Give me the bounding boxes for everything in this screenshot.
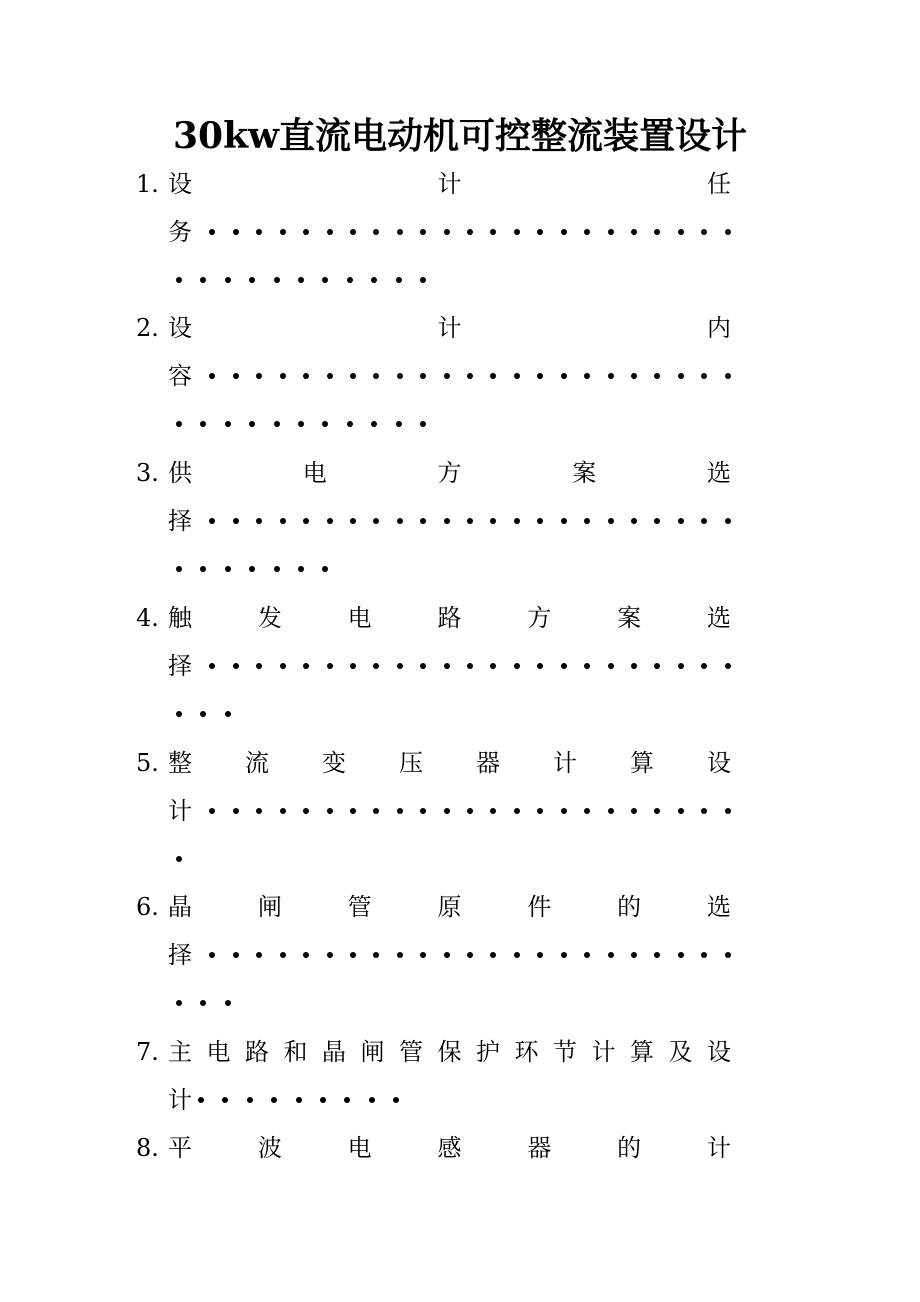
leader-dot — [209, 808, 215, 814]
leader-dot — [176, 711, 182, 717]
leader-dot — [467, 373, 473, 379]
toc-title-char: 件 — [527, 893, 552, 921]
leader-dot — [654, 952, 660, 958]
leader-dot — [209, 663, 215, 669]
leader-dot — [701, 952, 707, 958]
leader-dot — [514, 663, 520, 669]
toc-title-char: 电 — [347, 1134, 372, 1162]
toc-entry-number: 6. — [136, 893, 159, 921]
toc-title-char: 计 — [437, 314, 462, 342]
toc-title-char: 保 — [437, 1038, 462, 1066]
leader-dot — [444, 229, 450, 235]
leader-dot — [327, 518, 333, 524]
leader-dot — [678, 229, 684, 235]
toc-title-char: 内 — [707, 314, 731, 342]
leader-dot — [725, 373, 731, 379]
leader-dot — [397, 229, 403, 235]
toc-title-char: 设 — [707, 1038, 731, 1066]
leader-dot — [654, 373, 660, 379]
leader-dot — [444, 518, 450, 524]
toc-entry-title — [168, 739, 731, 787]
leader-dot — [256, 518, 262, 524]
leader-dot — [303, 373, 309, 379]
leader-dot — [249, 421, 255, 427]
leader-dot — [176, 421, 182, 427]
leader-dot — [222, 1097, 228, 1103]
toc-title-char: 主 — [168, 1038, 192, 1066]
leader-dot — [631, 808, 637, 814]
toc-entry-number: 5. — [136, 749, 159, 777]
toc-title-char: 路 — [437, 604, 462, 632]
toc-title-char: 的 — [617, 893, 642, 921]
leader-dot — [225, 566, 231, 572]
leader-dot — [537, 808, 543, 814]
leader-dot — [225, 421, 231, 427]
leader-dot — [631, 518, 637, 524]
toc-entry-number: 3. — [136, 459, 159, 487]
toc-title-char: 设 — [168, 314, 192, 342]
leader-dot — [561, 952, 567, 958]
toc-title-char: 算 — [630, 749, 654, 777]
toc-title-char: 选 — [707, 459, 731, 487]
toc-title-char: 环 — [514, 1038, 539, 1066]
toc-title-char: 及 — [668, 1038, 693, 1066]
toc-title-char: 闸 — [257, 893, 282, 921]
leader-dot — [701, 373, 707, 379]
leader-dot — [420, 518, 426, 524]
leader-dot — [397, 952, 403, 958]
leader-dot — [467, 808, 473, 814]
leader-dot — [725, 229, 731, 235]
toc-title-char: 器 — [527, 1134, 552, 1162]
leader-dot — [393, 1097, 399, 1103]
toc-entry-title — [168, 304, 731, 352]
leader-dot — [561, 518, 567, 524]
leader-dot — [584, 663, 590, 669]
leader-dot — [420, 373, 426, 379]
leader-dot — [701, 229, 707, 235]
leader-dot — [247, 1097, 253, 1103]
leader-dot — [200, 711, 206, 717]
toc-title-char: 容 — [168, 362, 192, 390]
leader-dot — [298, 277, 304, 283]
leader-dot — [631, 373, 637, 379]
leader-dot — [303, 518, 309, 524]
leader-dot — [200, 1000, 206, 1006]
leader-dot — [280, 229, 286, 235]
leader-dot — [296, 1097, 302, 1103]
leader-dot — [490, 808, 496, 814]
leader-dot — [303, 229, 309, 235]
leader-dot — [298, 421, 304, 427]
leader-dot — [701, 808, 707, 814]
leader-dot — [350, 518, 356, 524]
leader-dot — [176, 856, 182, 862]
leader-dot — [678, 952, 684, 958]
leader-dot — [608, 952, 614, 958]
leader-dot — [444, 663, 450, 669]
leader-dot — [209, 229, 215, 235]
toc-title-char: 设 — [168, 170, 192, 198]
leader-dot — [584, 373, 590, 379]
toc-title-char: 选 — [706, 893, 731, 921]
leader-dot — [514, 229, 520, 235]
leader-dot — [725, 808, 731, 814]
leader-dot — [373, 952, 379, 958]
leader-dot — [303, 952, 309, 958]
toc-title-char: 计 — [168, 797, 192, 825]
leader-dot — [561, 373, 567, 379]
leader-dot — [420, 808, 426, 814]
toc-title-char: 计 — [553, 749, 577, 777]
toc-title-char: 计 — [591, 1038, 616, 1066]
leader-dot — [490, 663, 496, 669]
leader-dot — [654, 808, 660, 814]
leader-dot — [274, 277, 280, 283]
leader-dot — [678, 518, 684, 524]
leader-dot — [209, 373, 215, 379]
leader-dot — [678, 663, 684, 669]
leader-dot — [256, 229, 262, 235]
leader-dot — [233, 373, 239, 379]
leader-dot — [256, 808, 262, 814]
toc-title-char: 原 — [437, 893, 462, 921]
leader-dot — [514, 952, 520, 958]
toc-entry-title — [168, 1124, 731, 1172]
toc-entry-number: 7. — [136, 1038, 159, 1066]
leader-dot — [514, 518, 520, 524]
leader-dot — [347, 421, 353, 427]
leader-dot — [467, 663, 473, 669]
leader-dot — [298, 566, 304, 572]
toc-title-char: 和 — [283, 1038, 308, 1066]
leader-dot — [584, 229, 590, 235]
toc-entry-title — [168, 1028, 731, 1076]
toc-title-char: 的 — [617, 1134, 642, 1162]
leader-dot — [490, 229, 496, 235]
toc-entry-title — [168, 449, 731, 497]
leader-dot — [701, 518, 707, 524]
leader-dot — [256, 952, 262, 958]
toc-title-char: 设 — [707, 749, 731, 777]
toc-title-char: 电 — [347, 604, 372, 632]
toc-title-char: 管 — [399, 1038, 423, 1066]
leader-dot — [233, 518, 239, 524]
leader-dot — [537, 518, 543, 524]
toc-title-char: 方 — [527, 604, 552, 632]
toc-title-char: 案 — [617, 604, 642, 632]
toc-title-char: 整 — [168, 749, 192, 777]
leader-dot — [584, 518, 590, 524]
leader-dot — [209, 952, 215, 958]
leader-dot — [537, 663, 543, 669]
leader-dot — [444, 808, 450, 814]
leader-dot — [200, 421, 206, 427]
leader-dot — [274, 421, 280, 427]
leader-dot — [303, 663, 309, 669]
leader-dot — [420, 421, 426, 427]
leader-dot — [397, 663, 403, 669]
toc-title-char: 平 — [168, 1134, 192, 1162]
leader-dot — [322, 277, 328, 283]
toc-title-char: 电 — [206, 1038, 231, 1066]
leader-dot — [467, 518, 473, 524]
leader-dot — [490, 373, 496, 379]
leader-dot — [198, 1097, 204, 1103]
leader-dot — [280, 518, 286, 524]
toc-title-char: 感 — [437, 1134, 462, 1162]
toc-title-char: 波 — [257, 1134, 282, 1162]
leader-dot — [397, 518, 403, 524]
leader-dot — [561, 663, 567, 669]
leader-dot — [420, 229, 426, 235]
leader-dot — [176, 277, 182, 283]
toc-entry-title — [168, 594, 731, 642]
leader-dot — [327, 808, 333, 814]
toc-entry-number: 4. — [136, 604, 159, 632]
toc-title-char: 管 — [347, 893, 372, 921]
toc-entry-number: 8. — [136, 1134, 159, 1162]
leader-dot — [373, 808, 379, 814]
toc-title-char: 变 — [322, 749, 346, 777]
leader-dot — [280, 808, 286, 814]
toc-title-char: 方 — [437, 459, 462, 487]
leader-dot — [584, 952, 590, 958]
leader-dot — [444, 373, 450, 379]
leader-dot — [209, 518, 215, 524]
leader-dot — [725, 952, 731, 958]
leader-dot — [225, 711, 231, 717]
leader-dot — [280, 373, 286, 379]
toc-title-char: 选 — [706, 604, 731, 632]
leader-dot — [396, 277, 402, 283]
leader-dot — [631, 663, 637, 669]
leader-dot — [327, 373, 333, 379]
leader-dot — [373, 373, 379, 379]
leader-dot — [350, 229, 356, 235]
leader-dot — [249, 566, 255, 572]
leader-dot — [280, 952, 286, 958]
leader-dot — [327, 663, 333, 669]
leader-dot — [631, 952, 637, 958]
leader-dot — [200, 566, 206, 572]
leader-dot — [467, 952, 473, 958]
leader-dot — [444, 952, 450, 958]
toc-title-char: 压 — [399, 749, 423, 777]
leader-dot — [561, 229, 567, 235]
leader-dot — [249, 277, 255, 283]
leader-dot — [608, 663, 614, 669]
leader-dot — [303, 808, 309, 814]
leader-dot — [280, 663, 286, 669]
toc-title-char: 计 — [437, 170, 462, 198]
leader-dot — [725, 663, 731, 669]
toc-title-char: 节 — [553, 1038, 577, 1066]
leader-dot — [654, 229, 660, 235]
leader-dot — [176, 566, 182, 572]
leader-dot — [350, 952, 356, 958]
toc-title-char: 案 — [572, 459, 597, 487]
leader-dot — [397, 808, 403, 814]
leader-dot — [271, 1097, 277, 1103]
toc-title-char: 务 — [168, 218, 192, 246]
toc-title-char: 择 — [168, 941, 192, 969]
leader-dot — [322, 566, 328, 572]
toc-title-char: 晶 — [168, 893, 192, 921]
toc-entry-title — [168, 160, 731, 208]
leader-dot — [467, 229, 473, 235]
leader-dot — [350, 663, 356, 669]
leader-dot — [225, 1000, 231, 1006]
leader-dot — [347, 277, 353, 283]
toc-title-char: 触 — [168, 604, 192, 632]
leader-dot — [256, 373, 262, 379]
toc-entry-number: 2. — [136, 314, 159, 342]
leader-dot — [327, 229, 333, 235]
leader-dot — [225, 277, 231, 283]
toc-title-char: 供 — [168, 459, 192, 487]
leader-dot — [371, 277, 377, 283]
leader-dot — [344, 1097, 350, 1103]
leader-dot — [678, 808, 684, 814]
toc-title-char: 器 — [476, 749, 500, 777]
leader-dot — [320, 1097, 326, 1103]
leader-dot — [233, 229, 239, 235]
leader-dot — [537, 229, 543, 235]
leader-dot — [561, 808, 567, 814]
toc-title-char: 择 — [168, 507, 192, 535]
leader-dot — [371, 421, 377, 427]
leader-dot — [373, 663, 379, 669]
toc-title-char: 护 — [476, 1038, 500, 1066]
leader-dot — [654, 663, 660, 669]
leader-dot — [420, 663, 426, 669]
leader-dot — [350, 808, 356, 814]
leader-dot — [233, 952, 239, 958]
toc-title-char: 任 — [707, 170, 731, 198]
leader-dot — [369, 1097, 375, 1103]
leader-dot — [396, 421, 402, 427]
leader-dot — [514, 808, 520, 814]
toc-entry-title — [168, 883, 731, 931]
toc-title-char: 计 — [706, 1134, 731, 1162]
leader-dot — [678, 373, 684, 379]
leader-dot — [373, 229, 379, 235]
leader-dot — [327, 952, 333, 958]
leader-dot — [608, 518, 614, 524]
toc-title-char: 发 — [257, 604, 282, 632]
leader-dot — [200, 277, 206, 283]
leader-dot — [490, 518, 496, 524]
leader-dot — [537, 952, 543, 958]
leader-dot — [256, 663, 262, 669]
leader-dot — [725, 518, 731, 524]
toc-entry-number: 1. — [136, 170, 159, 198]
toc-title-char: 电 — [302, 459, 327, 487]
leader-dot — [584, 808, 590, 814]
leader-dot — [514, 373, 520, 379]
leader-dot — [176, 1000, 182, 1006]
toc-title-char: 算 — [630, 1038, 654, 1066]
leader-dot — [654, 518, 660, 524]
leader-dot — [233, 663, 239, 669]
leader-dot — [420, 952, 426, 958]
toc-title-char: 择 — [168, 652, 192, 680]
leader-dot — [631, 229, 637, 235]
toc-title-char: 计 — [168, 1086, 192, 1114]
leader-dot — [373, 518, 379, 524]
leader-dot — [608, 808, 614, 814]
document-title: 30kw直流电动机可控整流装置设计 — [172, 115, 748, 157]
toc-title-char: 流 — [245, 749, 269, 777]
toc-title-char: 路 — [245, 1038, 269, 1066]
leader-dot — [608, 373, 614, 379]
leader-dot — [490, 952, 496, 958]
leader-dot — [701, 663, 707, 669]
leader-dot — [322, 421, 328, 427]
leader-dot — [537, 373, 543, 379]
leader-dot — [608, 229, 614, 235]
toc-title-char: 闸 — [360, 1038, 385, 1066]
leader-dot — [350, 373, 356, 379]
toc-title-char: 晶 — [322, 1038, 346, 1066]
leader-dot — [274, 566, 280, 572]
leader-dot — [233, 808, 239, 814]
leader-dot — [420, 277, 426, 283]
leader-dot — [397, 373, 403, 379]
